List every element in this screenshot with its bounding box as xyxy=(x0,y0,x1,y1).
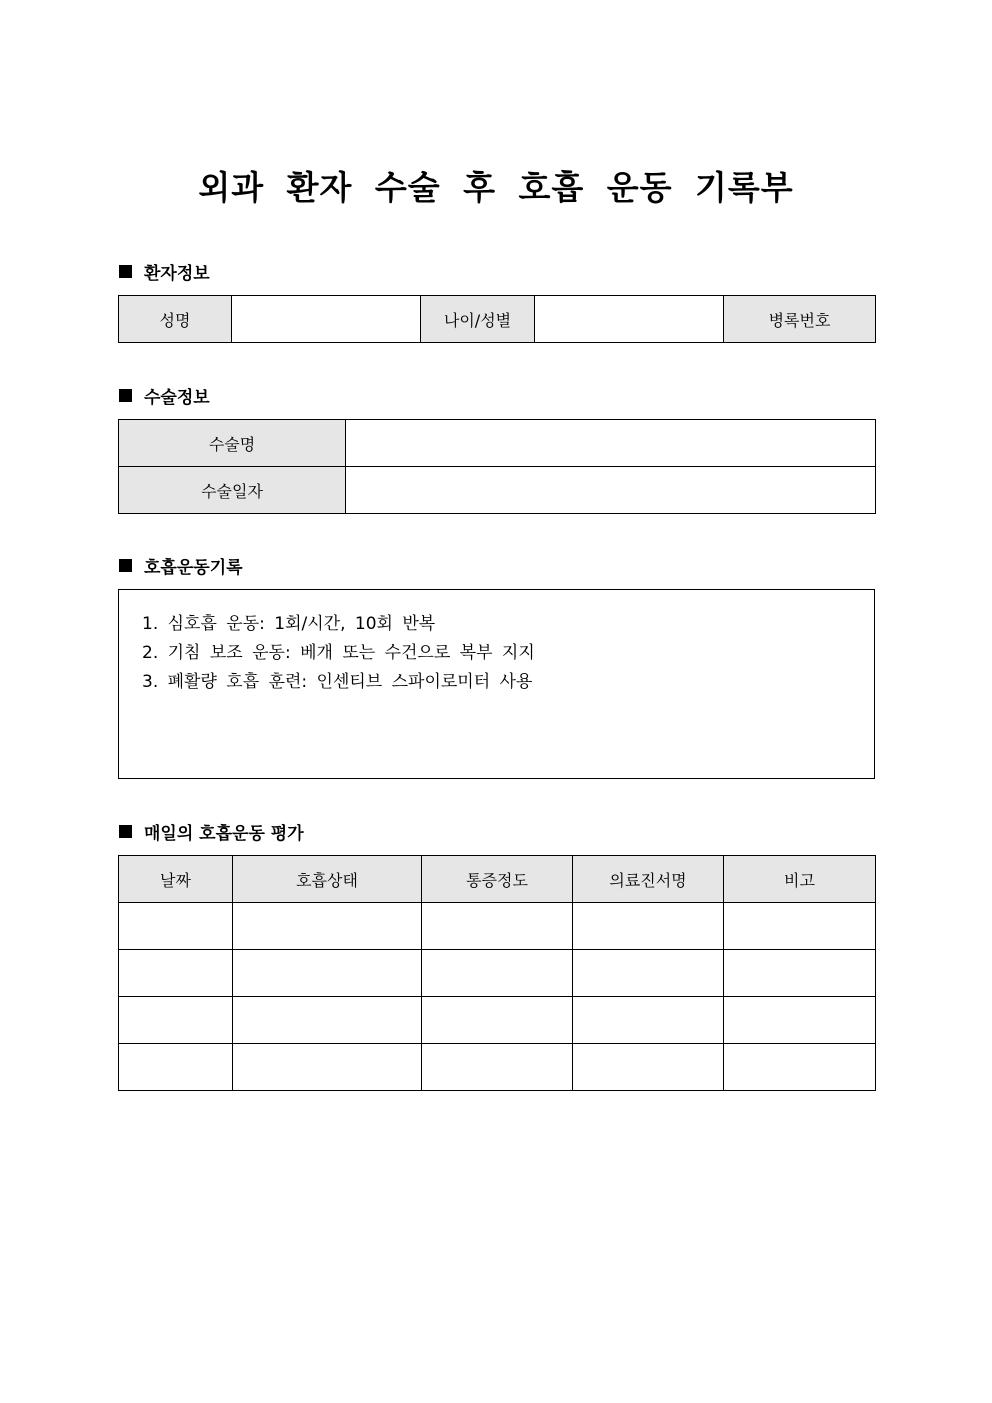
table-cell[interactable] xyxy=(233,997,422,1044)
name-field[interactable] xyxy=(232,296,421,343)
table-cell[interactable] xyxy=(119,950,233,997)
table-cell[interactable] xyxy=(422,997,573,1044)
surgery-date-field[interactable] xyxy=(346,467,876,514)
column-header-pain-level: 통증정도 xyxy=(422,856,573,903)
breathing-record-heading-text: 호흡운동기록 xyxy=(144,558,243,578)
surgery-date-label: 수술일자 xyxy=(119,467,346,514)
column-header-staff-signature: 의료진서명 xyxy=(573,856,724,903)
age-sex-label: 나이/성별 xyxy=(421,296,535,343)
table-cell[interactable] xyxy=(724,903,876,950)
table-row xyxy=(119,903,876,950)
table-cell[interactable] xyxy=(573,997,724,1044)
surgery-info-heading-text: 수술정보 xyxy=(144,388,210,408)
table-cell[interactable] xyxy=(119,1044,233,1091)
table-cell[interactable] xyxy=(422,1044,573,1091)
patient-info-heading xyxy=(119,259,210,284)
list-item: 3. 폐활량 호흡 훈련: 인센티브 스파이로미터 사용 xyxy=(142,672,533,692)
table-cell[interactable] xyxy=(233,950,422,997)
breathing-record-heading xyxy=(119,553,243,578)
breathing-record-list xyxy=(142,610,535,697)
record-number-label: 병록번호 xyxy=(724,296,876,343)
square-bullet-icon xyxy=(119,389,132,402)
table-cell[interactable] xyxy=(573,1044,724,1091)
table-cell[interactable] xyxy=(422,903,573,950)
daily-evaluation-heading-text: 매일의 호흡운동 평가 xyxy=(144,824,304,844)
list-item: 2. 기침 보조 운동: 베개 또는 수건으로 복부 지지 xyxy=(142,643,535,663)
square-bullet-icon xyxy=(119,559,132,572)
table-cell[interactable] xyxy=(724,950,876,997)
surgery-info-table xyxy=(118,419,876,514)
table-cell[interactable] xyxy=(573,903,724,950)
surgery-name-label: 수술명 xyxy=(119,420,346,467)
table-cell[interactable] xyxy=(422,950,573,997)
list-item: 1. 심호흡 운동: 1회/시간, 10회 반복 xyxy=(142,614,436,634)
column-header-date: 날짜 xyxy=(119,856,233,903)
age-sex-field[interactable] xyxy=(535,296,724,343)
surgery-name-field[interactable] xyxy=(346,420,876,467)
table-cell[interactable] xyxy=(119,997,233,1044)
page-title: 외과 환자 수술 후 호흡 운동 기록부 xyxy=(198,168,794,207)
patient-info-table xyxy=(118,295,876,343)
table-row xyxy=(119,950,876,997)
column-header-remarks: 비고 xyxy=(724,856,876,903)
table-row xyxy=(119,997,876,1044)
surgery-info-heading xyxy=(119,383,210,408)
square-bullet-icon xyxy=(119,825,132,838)
table-row xyxy=(119,1044,876,1091)
daily-evaluation-heading xyxy=(119,819,304,844)
name-label: 성명 xyxy=(119,296,232,343)
daily-evaluation-table xyxy=(118,855,876,1091)
patient-info-heading-text: 환자정보 xyxy=(144,264,210,284)
square-bullet-icon xyxy=(119,265,132,278)
table-cell[interactable] xyxy=(573,950,724,997)
table-cell[interactable] xyxy=(724,1044,876,1091)
table-cell[interactable] xyxy=(233,1044,422,1091)
table-cell[interactable] xyxy=(233,903,422,950)
table-cell[interactable] xyxy=(724,997,876,1044)
table-cell[interactable] xyxy=(119,903,233,950)
column-header-breathing-status: 호흡상태 xyxy=(233,856,422,903)
breathing-record-box xyxy=(118,589,875,779)
